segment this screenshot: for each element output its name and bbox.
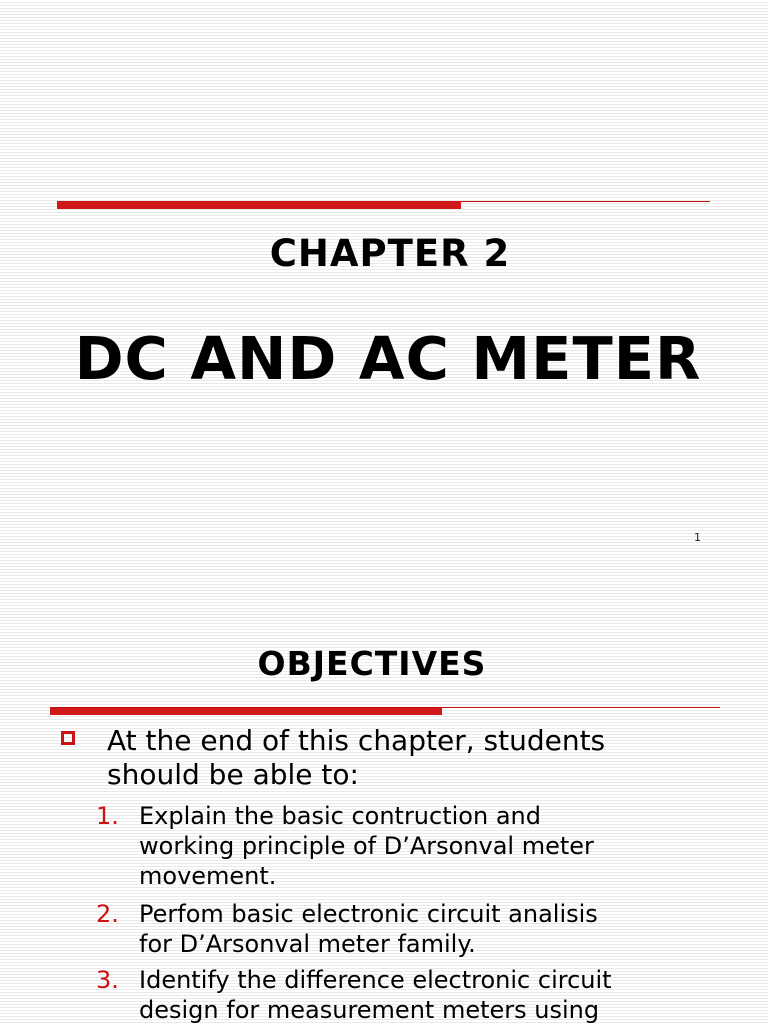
lead-line: should be able to: (107, 758, 359, 791)
objective-number: 2. (96, 900, 119, 928)
title-rule-thick (57, 201, 461, 209)
objective-text (139, 899, 754, 959)
objectives-slide (0, 600, 768, 1024)
objective-line: Perfom basic electronic circuit analisis (139, 900, 598, 928)
objective-line: design for measurement meters using (139, 996, 600, 1024)
slide-title: DC AND AC METER (74, 324, 702, 393)
chapter-label: CHAPTER 2 (269, 232, 511, 275)
lead-paragraph (107, 724, 757, 792)
objective-text (139, 801, 754, 891)
objective-line: movement. (139, 862, 277, 890)
objectives-rule-thick (50, 708, 442, 715)
objective-number: 1. (96, 802, 119, 830)
objective-number: 3. (96, 966, 119, 994)
lead-line: At the end of this chapter, students (107, 724, 606, 757)
page-number: 1 (694, 531, 701, 544)
objective-line: working principle of D’Arsonval meter (139, 832, 594, 860)
objective-line: Identify the difference electronic circuit (139, 966, 612, 994)
objective-line: Explain the basic contruction and (139, 802, 541, 830)
objectives-heading: OBJECTIVES (257, 644, 487, 683)
objective-text (139, 965, 754, 1024)
square-bullet-icon (61, 731, 75, 745)
objective-line: for D’Arsonval meter family. (139, 930, 476, 958)
